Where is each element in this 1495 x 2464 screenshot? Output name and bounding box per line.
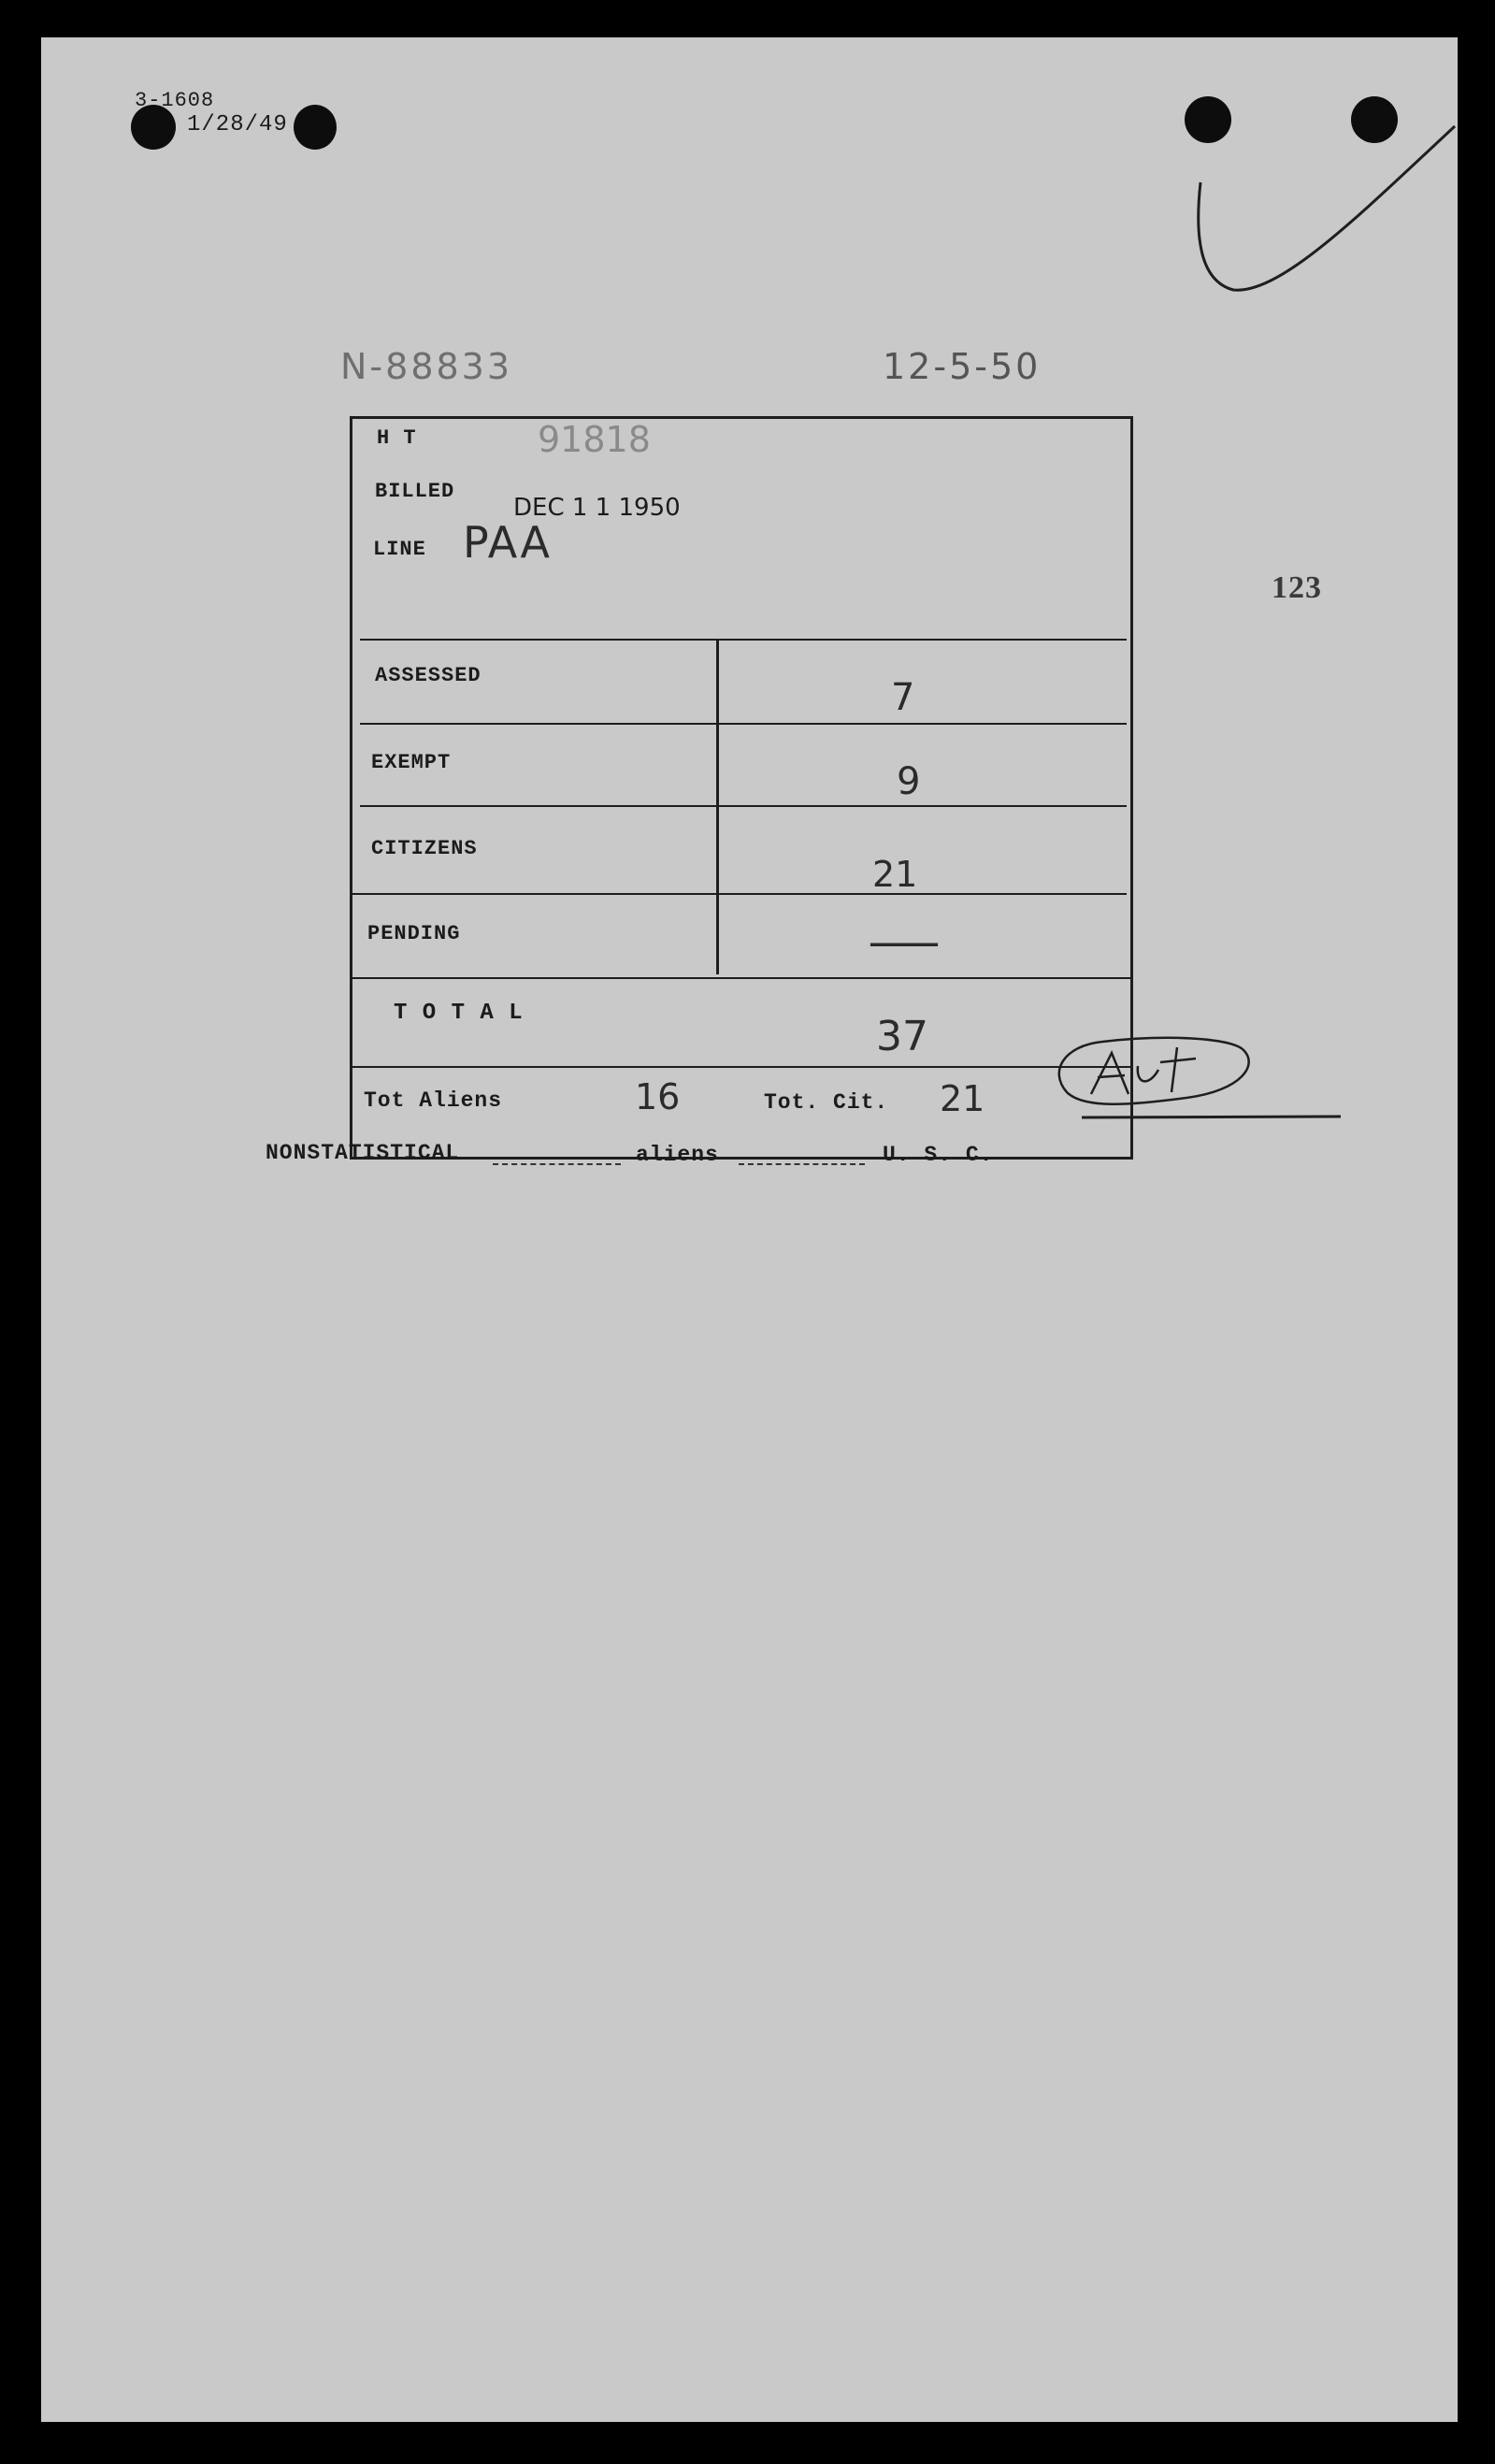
form-date: 1/28/49	[187, 112, 288, 137]
ht-value: 91818	[538, 419, 651, 460]
nonstatistical-label: NONSTATISTICAL	[266, 1141, 460, 1165]
citizens-label: CITIZENS	[371, 837, 478, 860]
form-number: 3-1608	[135, 89, 215, 112]
rule-row-1	[360, 723, 1127, 725]
aliens-label: aliens	[636, 1143, 719, 1167]
total-label: T O T A L	[394, 1001, 524, 1026]
tot-cit-label: Tot. Cit.	[764, 1090, 889, 1115]
aliens-blank	[739, 1163, 865, 1165]
document-page	[41, 37, 1458, 2422]
initials-signature	[1046, 1029, 1345, 1160]
billed-date-stamp: DEC 1 1 1950	[513, 494, 681, 522]
exempt-value: 9	[897, 760, 921, 803]
tot-aliens-label: Tot Aliens	[364, 1088, 503, 1113]
page-number: 123	[1272, 570, 1322, 605]
assessed-label: ASSESSED	[375, 664, 482, 687]
tot-aliens-value: 16	[635, 1076, 681, 1117]
rule-row-3	[352, 893, 1127, 895]
punch-hole-left-2	[294, 105, 337, 150]
column-divider	[716, 641, 719, 974]
rule-top-section	[360, 639, 1127, 641]
line-label: LINE	[373, 538, 426, 561]
check-mark-icon	[1191, 103, 1458, 355]
handwritten-date: 12-5-50	[883, 346, 1042, 387]
rule-row-2	[360, 805, 1127, 807]
pending-value: —	[867, 915, 942, 969]
billed-label: BILLED	[375, 480, 455, 503]
rule-total	[352, 1066, 1130, 1068]
manifest-form	[350, 416, 1133, 1160]
citizens-value: 21	[872, 854, 918, 895]
line-value: PAA	[463, 517, 553, 568]
handwritten-file-number: N-88833	[340, 346, 513, 387]
tot-cit-value: 21	[940, 1078, 985, 1119]
usc-label: U. S. C.	[883, 1143, 994, 1167]
pending-label: PENDING	[367, 922, 461, 945]
ht-label: H T	[377, 426, 417, 450]
rule-row-4	[352, 977, 1130, 979]
nonstatistical-blank	[493, 1163, 621, 1165]
exempt-label: EXEMPT	[371, 751, 452, 774]
assessed-value: 7	[891, 676, 915, 719]
total-value: 37	[876, 1013, 928, 1060]
